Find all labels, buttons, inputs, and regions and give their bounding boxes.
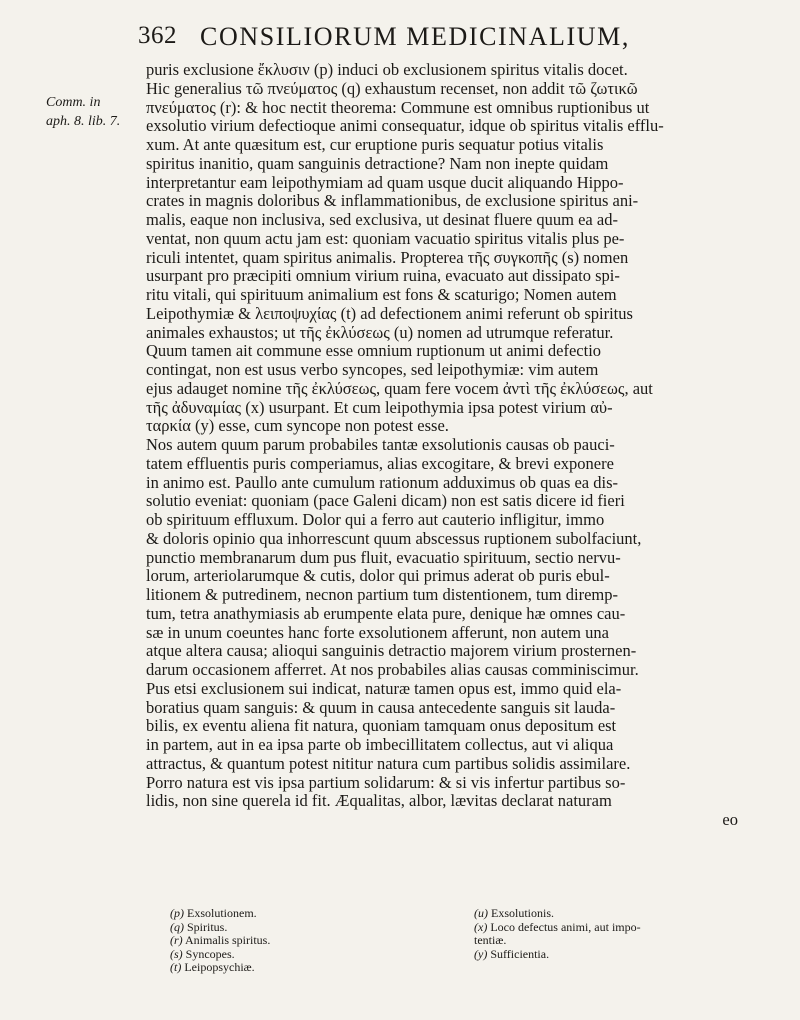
footnote-marker: (x)	[474, 919, 488, 934]
text-line: ejus adauget nomine τῆς ἐκλύσεως, quam fere vocem ἀντὶ τῆς ἐκλύσεως, aut	[146, 378, 653, 398]
footnote-text: Leipopsychiæ.	[184, 960, 255, 975]
text-line: darum occasionem afferret. At nos probabiles alias causas comminiscimur.	[146, 660, 639, 679]
page-header	[138, 22, 698, 58]
text-line: lidis, non sine querela id fit. Æqualitas, albor, lævitas declarat naturam	[146, 791, 612, 811]
text-line: spiritus inanitio, quam sanguinis detractione? Nam non inepte quidam	[146, 153, 609, 173]
text-line: Pus etsi exclusionem sui indicat, naturæ tamen opus est, immo quid ela-	[146, 678, 622, 698]
main-text	[146, 61, 740, 830]
text-line: riculi intentet, quam spiritus animalis. Propterea τῆς συγκοπῆς (s) nomen	[146, 247, 629, 267]
text-line: interpretantur eam leipothymiam ad quam usque ducit aliquando Hippo-	[146, 172, 624, 192]
footnote-text: tentiæ.	[474, 933, 507, 948]
text-line: bilis, ex eventu aliena fit natura, quoniam tamquam onus depositum est	[146, 716, 617, 736]
footnote	[474, 934, 641, 948]
footnote-text: Loco defectus animi, aut impo-	[490, 919, 641, 934]
text-line: animales exhaustos; ut τῆς ἐκλύσεως (u) nomen ad utrumque referatur.	[146, 322, 614, 342]
text-line: sæ in unum coeuntes hanc forte exsolutionem afferunt, non autem una	[146, 622, 609, 642]
text-line: ob spirituum effluxum. Dolor qui a ferro aut cauterio infligitur, immo	[146, 510, 605, 529]
text-line: punctio membranarum dum pus fluit, evacuatio spirituum, sectio nervu-	[146, 547, 621, 567]
text-line: Porro natura est vis ipsa partium solidarum: & si vis infertur partibus so-	[146, 772, 626, 792]
text-line: & doloris opinio qua inhorrescunt quum abscessus ruptionem subolfaciunt,	[146, 528, 642, 548]
marginal-note	[46, 93, 141, 131]
text-line: contingat, non est usus verbo syncopes, sed leipothymiæ: vim autem	[146, 360, 599, 379]
footnote-marker: (q)	[170, 919, 184, 934]
text-line: boratius quam sanguis: & quum in causa antecedente sanguis sit lauda-	[146, 697, 616, 717]
running-title: CONSILIORUM MEDICINALIUM,	[200, 22, 630, 51]
footnote-marker: (r)	[170, 933, 183, 948]
catchword: eo	[722, 810, 738, 829]
footnote-text: Sufficientia.	[490, 946, 550, 961]
text-line: in partem, aut in ea ipsa parte ob imbecillitatem collectus, aut vi aliqua	[146, 735, 614, 754]
text-line: litionem & putredinem, necnon partium tum distentionem, tum diremp-	[146, 585, 618, 604]
text-line: πνεύματος (r): & hoc nectit theorema: Commune est omnibus ruptionibus ut	[146, 97, 650, 117]
footnote-text: Exsolutionem.	[187, 906, 257, 920]
footnote-text: Spiritus.	[187, 919, 228, 934]
footnote	[170, 961, 270, 975]
text-line: Hic generalius τῶ πνεύματος (q) exhaustum recenset, non addit τῶ ζωτικῶ	[146, 78, 638, 98]
text-line: ventat, non quum actu jam est: quoniam vacuatio spiritus vitalis plus pe-	[146, 228, 625, 248]
text-line: τῆς ἀδυναμίας (x) usurpant. Et cum leipothymia ipsa potest virium αὐ-	[146, 397, 613, 417]
footnote	[474, 907, 641, 921]
footnotes-left-column	[170, 907, 270, 975]
footnote-marker: (t)	[170, 960, 182, 975]
text-line: in animo est. Paullo ante cumulum rationum adduximus ob quas ea dis-	[146, 472, 619, 492]
footnote-marker: (u)	[474, 906, 488, 920]
footnote	[474, 921, 641, 935]
footnote-text: Exsolutionis.	[491, 906, 555, 920]
footnotes-right-column	[474, 907, 641, 961]
footnote	[170, 934, 270, 948]
text-line: Nos autem quum parum probabiles tantæ exsolutionis causas ob pauci-	[146, 435, 615, 454]
text-line: ταρκία (y) esse, cum syncope non potest esse.	[146, 416, 449, 436]
text-line: exsolutio virium defectioque animi consequatur, idque ob spiritus vitalis efflu-	[146, 116, 664, 136]
text-line: solutio eveniat: quoniam (pace Galeni dicam) non est satis dicere id fieri	[146, 491, 625, 511]
marginal-note-line: Comm. in	[46, 95, 101, 110]
text-line: ritu vitali, qui spirituum animalium est fons & scaturigo; Nomen autem	[146, 285, 617, 304]
footnote	[170, 921, 270, 935]
text-line: crates in magnis doloribus & inflammationibus, de exclusione spiritus ani-	[146, 191, 639, 211]
footnote-text: Syncopes.	[185, 946, 235, 961]
text-line: usurpant pro præcipiti omnium virium ruina, evacuato aut dissipato spi-	[146, 266, 620, 286]
text-line: malis, eaque non inclusiva, sed exclusiva, ut desinat fluere quum ea ad-	[146, 210, 618, 229]
text-line: attractus, & quantum potest nititur natura cum partibus solidis assimilare.	[146, 753, 631, 773]
text-line: puris exclusione ἔκλυσιν (p) induci ob exclusionem spiritus vitalis docet.	[146, 60, 628, 79]
text-line: tatem effluentis puris comperiamus, alias excogitare, & brevi exponere	[146, 453, 614, 473]
footnote	[170, 907, 270, 921]
footnote	[170, 948, 270, 962]
text-line: tum, tetra anathymiasis ab erumpente elata pure, denique hæ omnes cau-	[146, 603, 626, 623]
text-line: Quum tamen ait commune esse omnium ruptionum ut animi defectio	[146, 341, 602, 361]
marginal-note-line: aph. 8. lib. 7.	[46, 114, 121, 129]
footnote-text: Animalis spiritus.	[185, 933, 271, 948]
footnote-marker: (p)	[170, 906, 184, 920]
text-line: lorum, arteriolarumque & cutis, dolor qui primus aderat ob puris ebul-	[146, 566, 610, 586]
footnote-marker: (s)	[170, 946, 183, 961]
text-line: Leipothymiæ & λειποψυχίας (t) ad defectionem animi referunt ob spiritus	[146, 303, 633, 323]
text-line: atque altera causa; alioqui sanguinis detractio majorem virium prosternen-	[146, 641, 637, 661]
text-line: xum. At ante quæsitum est, cur eruptione puris sequatur potius vitalis	[146, 135, 604, 154]
footnote	[474, 948, 641, 962]
footnote-marker: (y)	[474, 946, 488, 961]
page-number: 362	[138, 22, 177, 49]
